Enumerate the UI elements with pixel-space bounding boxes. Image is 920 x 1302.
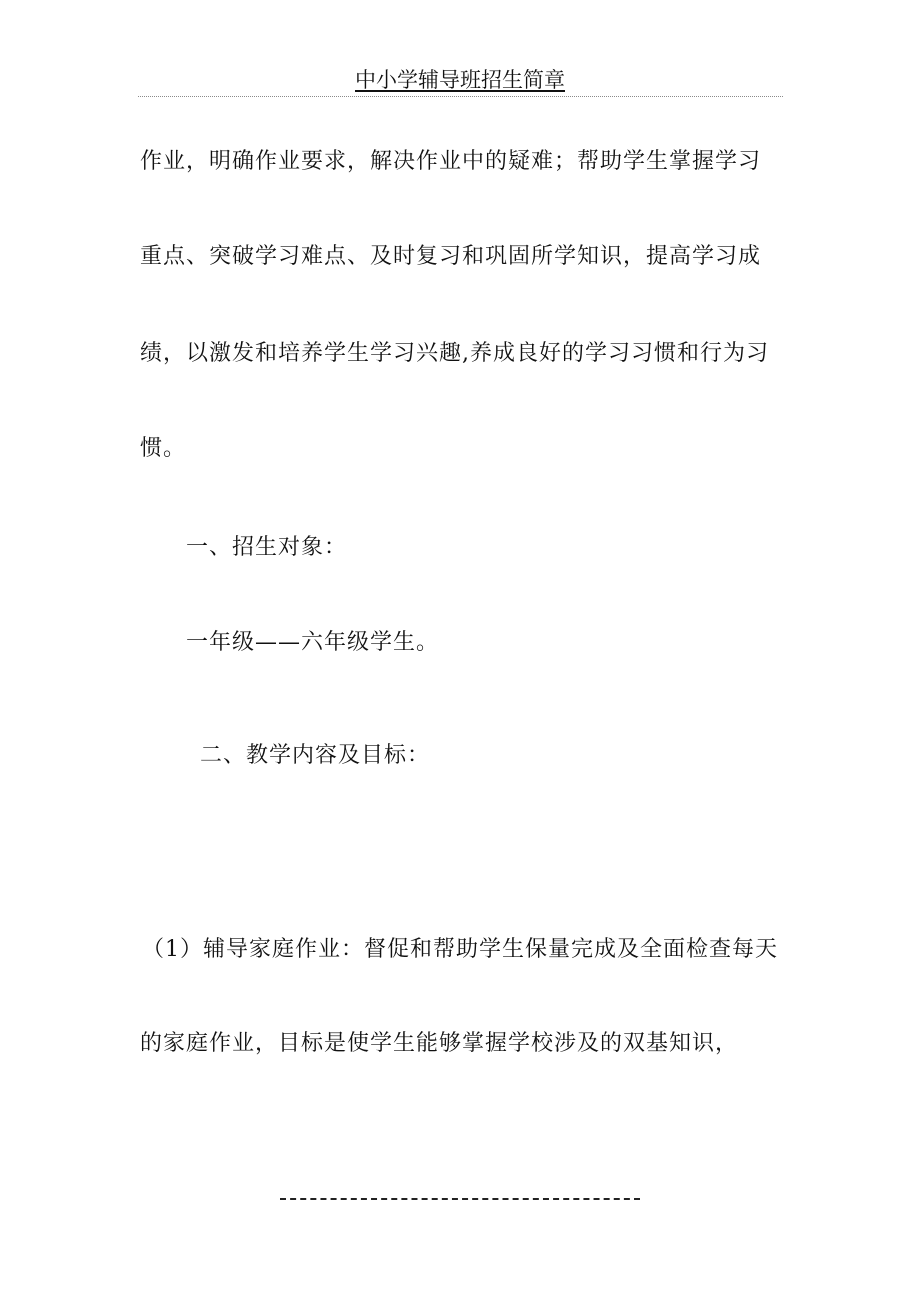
document-title: 中小学辅导班招生简章 — [355, 68, 565, 92]
section-heading-enrollment: 一、招生对象： — [186, 535, 348, 560]
header-divider — [138, 96, 783, 97]
paragraph-line: 作业，明确作业要求，解决作业中的疑难；帮助学生掌握学习 — [140, 149, 762, 174]
paragraph-line: 的家庭作业，目标是使学生能够掌握学校涉及的双基知识， — [140, 1031, 739, 1056]
footer-divider — [280, 1198, 640, 1200]
section-heading-teaching: 二、教学内容及目标： — [200, 743, 431, 768]
paragraph-line: （1）辅导家庭作业：督促和帮助学生保量完成及全面检查每天 — [142, 937, 778, 962]
paragraph-line: 一年级——六年级学生。 — [186, 630, 440, 655]
paragraph-line: 绩，以激发和培养学生学习兴趣,养成良好的学习习惯和行为习 — [140, 341, 769, 366]
paragraph-line: 重点、突破学习难点、及时复习和巩固所学知识，提高学习成 — [140, 244, 762, 269]
paragraph-line: 惯。 — [140, 436, 187, 461]
